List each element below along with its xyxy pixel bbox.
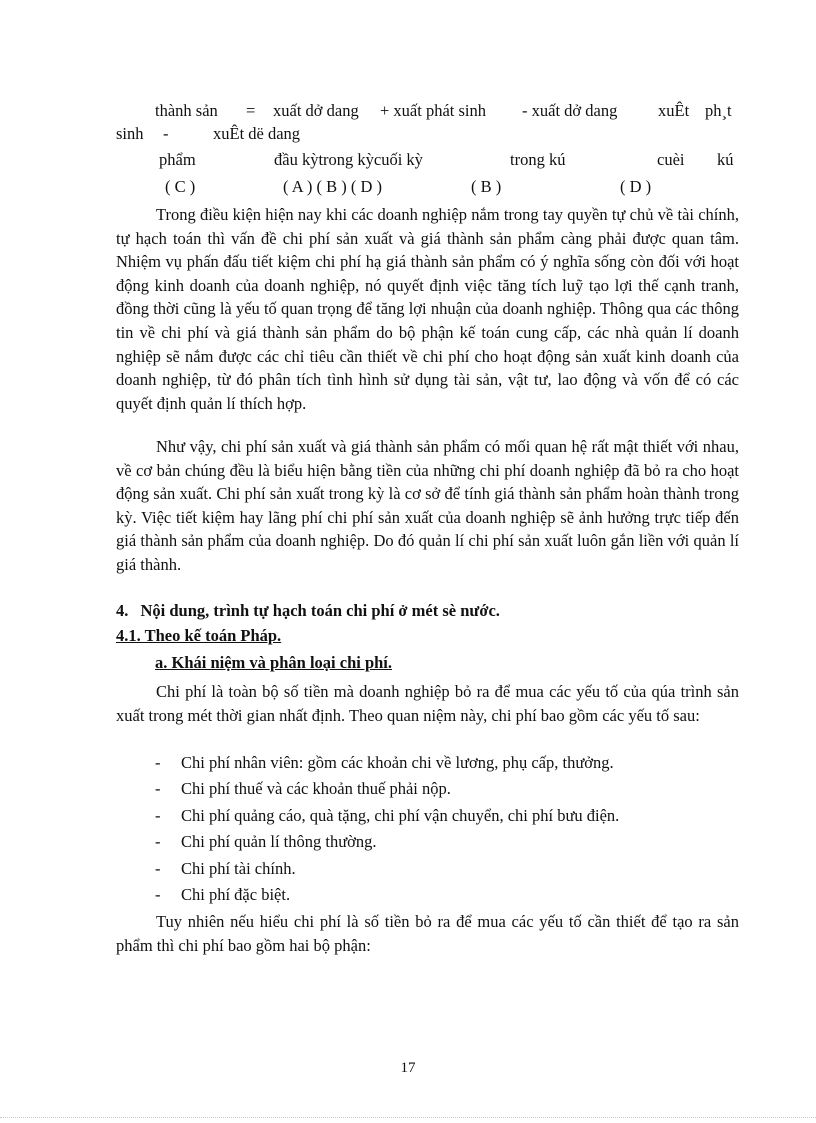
formula-text: xuÊt bbox=[658, 101, 690, 120]
formula-text: sinh bbox=[116, 124, 144, 143]
formula-text: thành sản bbox=[155, 101, 218, 120]
formula-variable: ( C ) bbox=[165, 177, 196, 196]
formula-text: - xuất dở dang bbox=[522, 101, 618, 120]
list-item-text: Chi phí tài chính. bbox=[181, 858, 296, 878]
section-number: 4. bbox=[116, 601, 129, 620]
formula-minus: - bbox=[163, 124, 169, 143]
formula-text: xuÊt dë dang bbox=[213, 124, 301, 143]
list-item-text: Chi phí đặc biệt. bbox=[181, 884, 291, 904]
body-paragraph: Trong điều kiện hiện nay khi các doanh nghiệp nắm trong tay quyền tự chủ về tài chính, tự hạch toán thì vấn đề chi phí sản xuất và giá thành sản phẩm càng phải được quan tâm. Nhiệm vụ phấn đấu tiết kiệm chi phí hạ giá thành sản phẩm có ý nghĩa sống còn đối với hoạt động kinh doanh của doanh nghiệp, nó quyết định việc tăng tích luỹ tạo lợi thế cạnh tranh, đồng thời cũng là yếu tố quan trọng để tăng lợi nhuận của doanh nghiệp. Thông qua các thông tin về chi phí và giá thành sản phẩm do bộ phận kế toán cung cấp, các nhà quản lí doanh nghiệp sẽ nắm được các chỉ tiêu cần thiết về chi phí cho hoạt động sản xuất kinh doanh của doanh nghiệp, từ đó phân tích tình hình sử dụng tài sản, vật tư, lao động và vốn để có các quyết định quản lí thích hợp. bbox=[116, 205, 739, 413]
formula-label: phẩm bbox=[159, 150, 196, 169]
formula-variable: ( D ) bbox=[620, 177, 652, 196]
formula-text: + xuất phát sinh bbox=[380, 101, 487, 120]
formula-label: đầu kỳtrong kỳcuối kỳ bbox=[274, 150, 423, 169]
subsubsection-heading: a. Khái niệm và phân loại chi phí. bbox=[155, 653, 393, 672]
formula-text: ph¸t bbox=[705, 101, 732, 120]
bullet-dash: - bbox=[155, 832, 161, 852]
bullet-dash: - bbox=[155, 779, 161, 799]
cost-items-list bbox=[155, 750, 619, 908]
subsection-heading: 4.1. Theo kế toán Pháp. bbox=[116, 626, 282, 645]
bullet-dash: - bbox=[155, 805, 161, 825]
list-item-text: Chi phí quảng cáo, quà tặng, chi phí vận chuyển, chi phí bưu điện. bbox=[181, 805, 620, 825]
list-item bbox=[155, 829, 619, 855]
body-paragraph: Tuy nhiên nếu hiểu chi phí là số tiền bỏ ra để mua các yếu tố cần thiết để tạo ra sản phẩm thì chi phí bao gồm hai bộ phận: bbox=[116, 912, 739, 955]
bullet-dash: - bbox=[155, 884, 161, 904]
list-item-text: Chi phí nhân viên: gồm các khoản chi về lương, phụ cấp, thưởng. bbox=[181, 753, 614, 772]
section-title: Nội dung, trình tự hạch toán chi phí ở mét sè nước. bbox=[140, 601, 500, 620]
list-item-text: Chi phí thuế và các khoản thuế phải nộp. bbox=[181, 779, 451, 799]
list-item bbox=[155, 856, 619, 882]
page-number: 17 bbox=[400, 1060, 416, 1076]
section-heading bbox=[116, 601, 500, 621]
formula-variable: ( A ) ( B ) ( D ) bbox=[283, 177, 382, 196]
page-bottom-divider bbox=[0, 1117, 816, 1118]
list-item bbox=[155, 882, 619, 908]
bullet-dash: - bbox=[155, 858, 161, 878]
formula-label: trong kú bbox=[510, 150, 566, 169]
list-item-text: Chi phí quản lí thông thường. bbox=[181, 832, 377, 852]
body-paragraph: Chi phí là toàn bộ số tiền mà doanh nghiệp bỏ ra để mua các yếu tố của qúa trình sản xuất trong mét thời gian nhất định. Theo quan niệm này, chi phí bao gồm các yếu tố sau: bbox=[116, 682, 739, 725]
list-item bbox=[155, 803, 619, 829]
body-paragraph: Như vậy, chi phí sản xuất và giá thành sản phẩm có mối quan hệ rất mật thiết với nhau, về cơ bản chúng đều là biểu hiện bằng tiền của những chi phí doanh nghiệp đã bỏ ra cho hoạt động sản xuất. Chi phí sản xuất trong kỳ là cơ sở để tính giá thành sản phẩm hoàn thành trong kỳ. Việc tiết kiệm hay lãng phí chi phí sản xuất của doanh nghiệp sẽ ảnh hưởng trực tiếp đến giá thành sản phẩm của doanh nghiệp. Do đó quản lí chi phí sản xuất luôn gắn liền với quản lí giá thành. bbox=[116, 437, 739, 574]
formula-text: xuất dở dang bbox=[273, 101, 359, 120]
formula-label: cuèi bbox=[657, 150, 685, 169]
formula-label: kú bbox=[717, 150, 734, 169]
list-item bbox=[155, 750, 619, 776]
list-item bbox=[155, 776, 619, 802]
formula-equals: = bbox=[246, 101, 256, 120]
bullet-dash: - bbox=[155, 753, 161, 772]
formula-variable: ( B ) bbox=[471, 177, 502, 196]
